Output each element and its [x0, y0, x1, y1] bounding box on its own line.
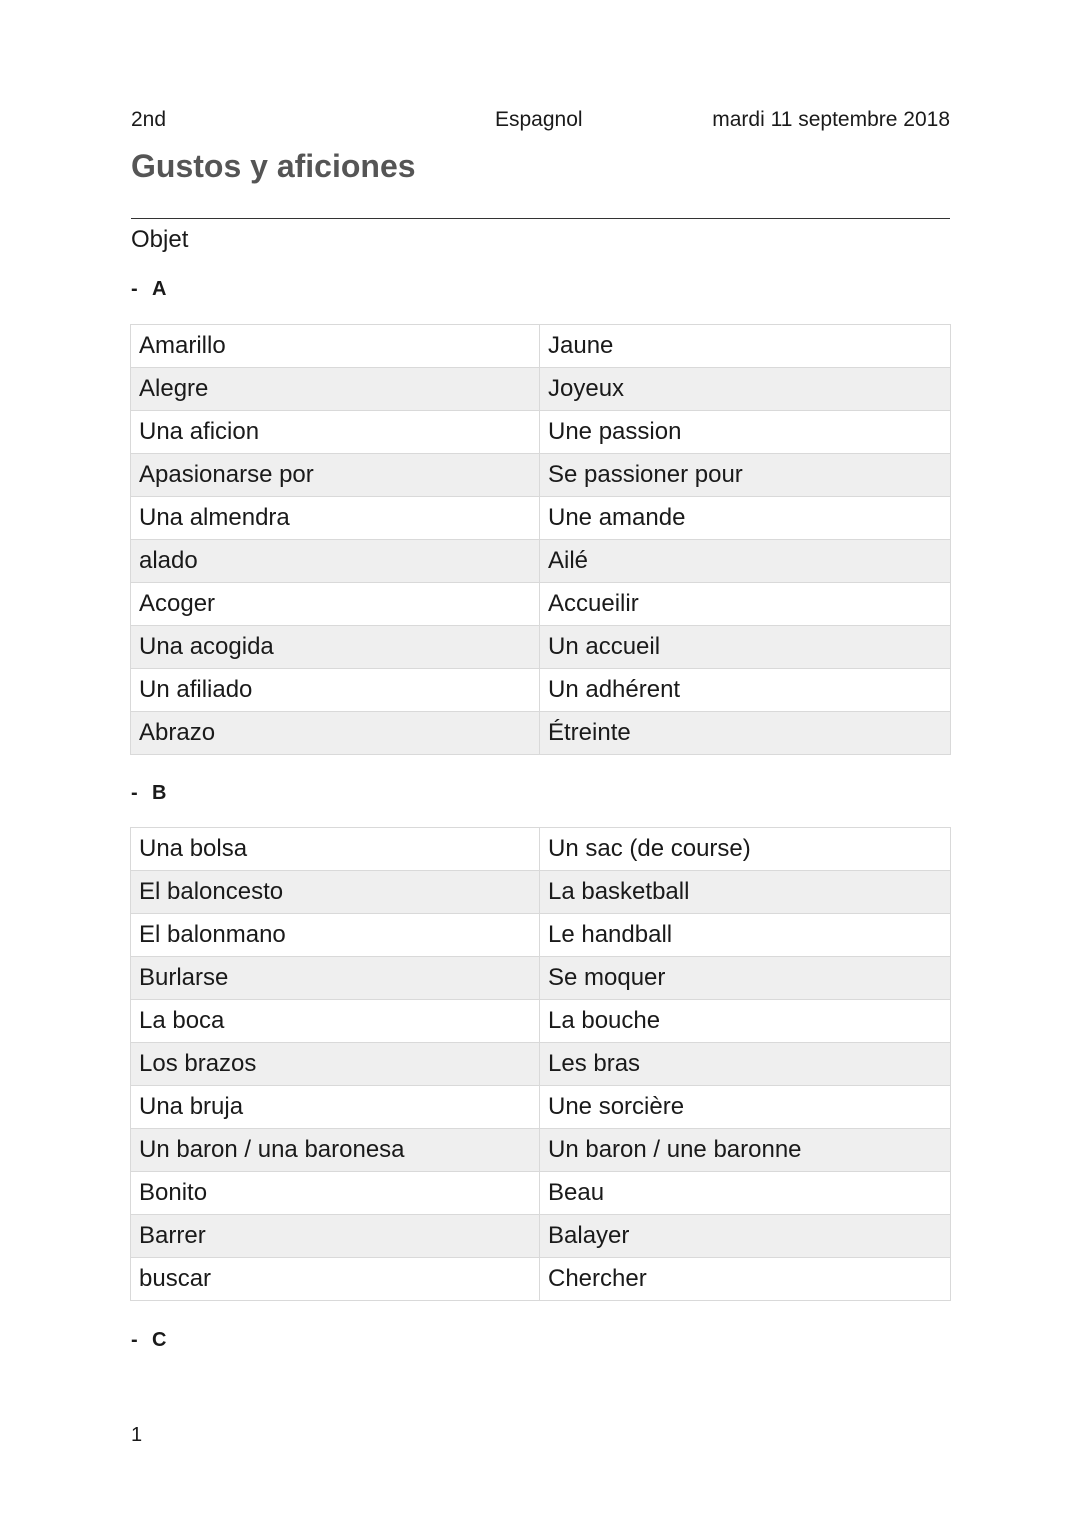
spanish-term: Barrer: [131, 1215, 540, 1258]
spanish-term: El balonmano: [131, 914, 540, 957]
vocab-row: [131, 1086, 951, 1129]
french-term: Une amande: [540, 497, 951, 540]
vocab-row: [131, 454, 951, 497]
french-term: Un adhérent: [540, 669, 951, 712]
spanish-term: Acoger: [131, 583, 540, 626]
spanish-term: Una bolsa: [131, 828, 540, 871]
spanish-term: Abrazo: [131, 712, 540, 755]
french-term: Balayer: [540, 1215, 951, 1258]
vocab-row: [131, 1000, 951, 1043]
spanish-term: Una bruja: [131, 1086, 540, 1129]
vocab-row: [131, 871, 951, 914]
french-term: Se passioner pour: [540, 454, 951, 497]
class-label: 2nd: [131, 108, 167, 131]
spanish-term: Alegre: [131, 368, 540, 411]
french-term: La basketball: [540, 871, 951, 914]
subject-label: Espagnol: [495, 108, 583, 131]
spanish-term: Un baron / una baronesa: [131, 1129, 540, 1172]
letter-heading-b: [131, 782, 166, 805]
page-number: 1: [131, 1424, 143, 1446]
vocab-row: [131, 583, 951, 626]
vocab-row: [131, 1172, 951, 1215]
page-title: Gustos y aficiones: [131, 148, 416, 184]
date-label: mardi 11 septembre 2018: [712, 108, 950, 131]
spanish-term: Una aficion: [131, 411, 540, 454]
french-term: Une passion: [540, 411, 951, 454]
spanish-term: Un afiliado: [131, 669, 540, 712]
spanish-term: La boca: [131, 1000, 540, 1043]
vocab-row: [131, 497, 951, 540]
page-header: [131, 108, 950, 136]
french-term: Un sac (de course): [540, 828, 951, 871]
vocab-row: [131, 957, 951, 1000]
spanish-term: alado: [131, 540, 540, 583]
spanish-term: Burlarse: [131, 957, 540, 1000]
vocab-row: [131, 1258, 951, 1301]
french-term: Le handball: [540, 914, 951, 957]
french-term: Accueilir: [540, 583, 951, 626]
spanish-term: Una acogida: [131, 626, 540, 669]
title-divider: [131, 218, 950, 219]
vocab-row: [131, 1129, 951, 1172]
dash-marker: -: [131, 782, 138, 804]
dash-marker: -: [131, 1329, 138, 1351]
spanish-term: Amarillo: [131, 325, 540, 368]
spanish-term: buscar: [131, 1258, 540, 1301]
vocab-row: [131, 828, 951, 871]
french-term: Les bras: [540, 1043, 951, 1086]
spanish-term: Los brazos: [131, 1043, 540, 1086]
french-term: Ailé: [540, 540, 951, 583]
vocab-table-a: [130, 324, 951, 755]
french-term: Se moquer: [540, 957, 951, 1000]
spanish-term: El baloncesto: [131, 871, 540, 914]
letter-heading-c: [131, 1329, 166, 1352]
french-term: La bouche: [540, 1000, 951, 1043]
spanish-term: Apasionarse por: [131, 454, 540, 497]
vocab-row: [131, 626, 951, 669]
french-term: Jaune: [540, 325, 951, 368]
vocab-row: [131, 411, 951, 454]
french-term: Joyeux: [540, 368, 951, 411]
vocab-row: [131, 368, 951, 411]
section-heading: Objet: [131, 226, 189, 253]
vocab-row: [131, 712, 951, 755]
french-term: Chercher: [540, 1258, 951, 1301]
spanish-term: Bonito: [131, 1172, 540, 1215]
french-term: Une sorcière: [540, 1086, 951, 1129]
vocab-row: [131, 914, 951, 957]
letter-heading-a: [131, 278, 166, 301]
french-term: Beau: [540, 1172, 951, 1215]
french-term: Un baron / une baronne: [540, 1129, 951, 1172]
letter-label: B: [152, 782, 167, 804]
vocab-table-b: [130, 827, 951, 1301]
dash-marker: -: [131, 278, 138, 300]
vocab-row: [131, 1215, 951, 1258]
french-term: Un accueil: [540, 626, 951, 669]
spanish-term: Una almendra: [131, 497, 540, 540]
french-term: Étreinte: [540, 712, 951, 755]
vocab-row: [131, 1043, 951, 1086]
letter-label: C: [152, 1329, 167, 1351]
vocab-row: [131, 669, 951, 712]
letter-label: A: [152, 278, 167, 300]
vocab-row: [131, 325, 951, 368]
vocab-row: [131, 540, 951, 583]
